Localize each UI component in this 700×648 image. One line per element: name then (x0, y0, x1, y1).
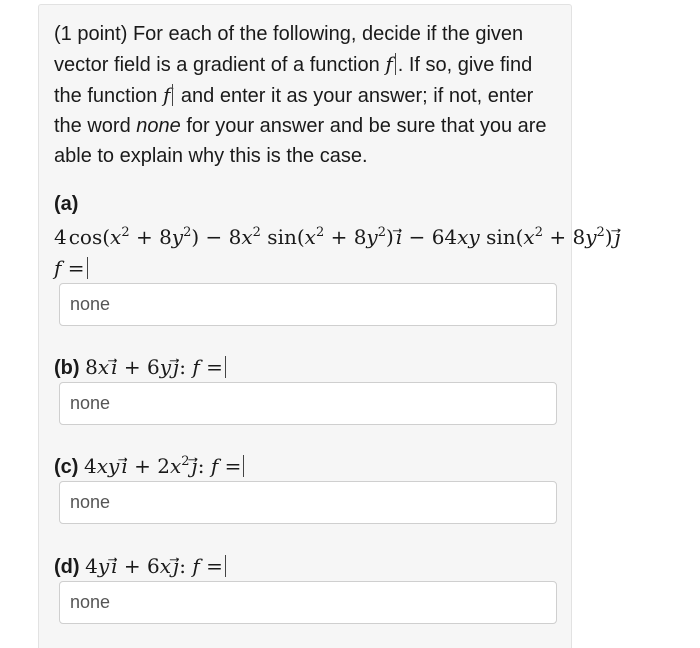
part-b-answer-input[interactable]: none (59, 382, 557, 425)
part-a-prompt: f = (54, 256, 90, 280)
points-label: (1 point) (54, 23, 128, 45)
part-d-question: (d) 4y i⃗ + 6x j⃗: f = (54, 554, 228, 579)
part-b-question: (b) 8x i⃗ + 6y j⃗: f = (54, 355, 228, 380)
part-d-answer-input[interactable]: none (59, 581, 557, 624)
part-c-answer-input[interactable]: none (59, 481, 557, 524)
part-c-question: (c) 4xy i⃗ + $2x^2$ j⃗: f = (54, 454, 246, 479)
part-a-answer-input[interactable]: none (59, 283, 557, 326)
problem-statement: (1 point) For each of the following, decide if the given vector field is a gradient of a function f . If so, give find the function f and enter it as your answer; if not, enter the word none for your answer and be sure that you are able to explain why this is the case. (54, 23, 547, 167)
part-a-field: 4 $\cos(x^2 + 8y^2) - 8x^2$ $\sin(x^2 + 8y^2)$ i⃗ − 64xy $\sin(x^2 + 8y^2)$ j (54, 225, 621, 249)
part-a-label: (a) (54, 193, 79, 215)
